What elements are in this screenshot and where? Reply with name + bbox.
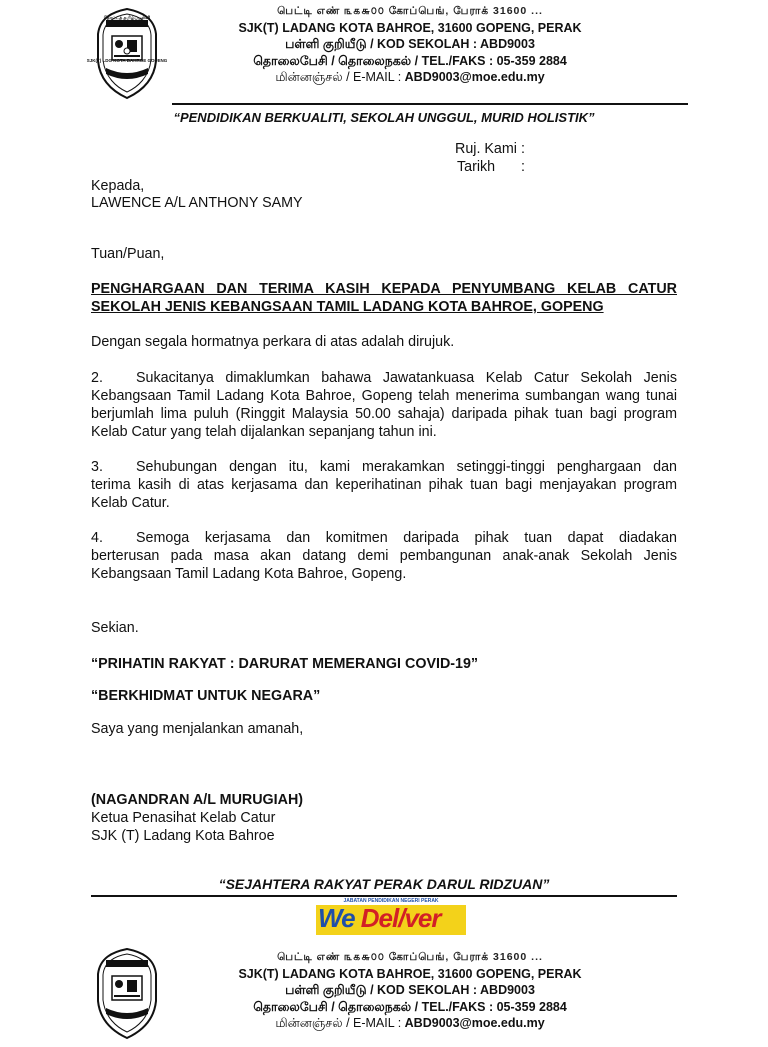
paragraph-number: 3. bbox=[91, 459, 103, 475]
paragraph-first-line: Semoga kerjasama dan komitmen daripada pihak tuan dapat diadakan bbox=[136, 530, 677, 546]
email-label: மின்னஞ்சல் / E-MAIL : bbox=[275, 1016, 405, 1030]
school-code-line: பள்ளி குறியீடு / KOD SEKOLAH : ABD9003 bbox=[285, 983, 535, 997]
subject-line-2: SEKOLAH JENIS KEBANGSAAN TAMIL LADANG KOTA BAHROE, GOPENG bbox=[91, 299, 604, 315]
school-motto: “PENDIDIKAN BERKUALITI, SEKOLAH UNGGUL, MURID HOLISTIK” bbox=[173, 110, 595, 125]
school-code-line: பள்ளி குறியீடு / KOD SEKOLAH : ABD9003 bbox=[285, 37, 535, 51]
logo-caption-top: தோட்டத் தமிழ்ப்பள்ளி bbox=[103, 15, 151, 20]
date-label: Tarikh bbox=[457, 159, 496, 175]
footer-rule bbox=[91, 895, 677, 897]
slogan-covid: “PRIHATIN RAKYAT : DARURAT MEMERANGI COVID-19” bbox=[91, 656, 479, 672]
reference-label: Ruj. Kami : bbox=[455, 141, 525, 157]
badge-wordmark bbox=[318, 903, 441, 934]
recipient-label: Kepada, bbox=[91, 178, 145, 194]
letterhead-text bbox=[180, 3, 640, 86]
signatory-organisation: SJK (T) Ladang Kota Bahroe bbox=[91, 828, 275, 844]
email-address: ABD9003@moe.edu.my bbox=[404, 1016, 545, 1030]
email-line bbox=[180, 69, 640, 86]
recipient-name: LAWENCE A/L ANTHONY SAMY bbox=[91, 195, 303, 211]
school-address-line: SJK(T) LADANG KOTA BAHROE, 31600 GOPENG, PERAK bbox=[238, 20, 582, 35]
paragraph-first-line: Sehubungan dengan itu, kami merakamkan setinggi-tinggi penghargaan dan bbox=[136, 459, 677, 475]
email-address: ABD9003@moe.edu.my bbox=[404, 70, 545, 84]
school-crest-logo-bottom bbox=[92, 946, 162, 1042]
email-label: மின்னஞ்சல் / E-MAIL : bbox=[275, 70, 405, 84]
trust-line: Saya yang menjalankan amanah, bbox=[91, 721, 304, 737]
badge-we: We bbox=[318, 903, 355, 933]
paragraph-3 bbox=[91, 458, 677, 512]
footer-motto: “SEJAHTERA RAKYAT PERAK DARUL RIDZUAN” bbox=[218, 876, 550, 892]
date-colon: : bbox=[521, 159, 525, 175]
we-deliver-badge bbox=[316, 898, 466, 938]
paragraph-body: berterusan pada masa akan datang demi pembangunan anak-anak Sekolah Jenis Kebangsaan Tamil Ladang Kota Bahroe, Gopeng. bbox=[91, 548, 677, 582]
header-rule bbox=[172, 103, 688, 105]
paragraph-4 bbox=[91, 529, 677, 583]
badge-caption: JABATAN PENDIDIKAN NEGERI PERAK bbox=[343, 898, 439, 904]
salutation: Tuan/Puan, bbox=[91, 246, 165, 262]
paragraph-body: Kebangsaan Tamil Ladang Kota Bahroe, Gopeng telah menerima sumbangan wang tunai berjumlah lima puluh (Ringgit Malaysia 50.00 sahaja) daripada pihak tuan bagi program Kelab Catur yang telah dijalankan sepanjang tahun ini. bbox=[91, 388, 677, 440]
paragraph-number: 4. bbox=[91, 530, 103, 546]
badge-deliver: Del/ver bbox=[360, 903, 441, 933]
intro-paragraph: Dengan segala hormatnya perkara di atas adalah dirujuk. bbox=[91, 334, 455, 350]
logo-caption: SJK(T) LDG KOTA BAHROE GOPENG bbox=[86, 58, 168, 63]
slogan-berkhidmat: “BERKHIDMAT UNTUK NEGARA” bbox=[91, 688, 321, 704]
paragraph-first-line: Sukacitanya dimaklumkan bahawa Jawatankuasa Kelab Catur Sekolah Jenis bbox=[136, 370, 677, 386]
paragraph-body: terima kasih di atas kerjasama dan keperihatinan pihak tuan bagi menjayakan program Kelab Catur. bbox=[91, 477, 677, 511]
paragraph-2 bbox=[91, 369, 677, 441]
paragraph-number: 2. bbox=[91, 370, 103, 386]
address-tamil-line: பெட்டி எண் ௩௧௬௦௦ கோப்பெங், பேராக் 31600 ... bbox=[277, 951, 543, 963]
signatory-name: (NAGANDRAN A/L MURUGIAH) bbox=[91, 792, 304, 808]
email-line bbox=[180, 1015, 640, 1032]
address-tamil-line: பெட்டி எண் ௩௧௬௦௦ கோப்பெங், பேராக் 31600 ... bbox=[277, 5, 543, 17]
subject-line-1: PENGHARGAAN DAN TERIMA KASIH KEPADA PENYUMBANG KELAB CATUR bbox=[91, 281, 677, 297]
closing: Sekian. bbox=[91, 620, 139, 636]
telephone-line: தொலைபேசி / தொலைநகல் / TEL./FAKS : 05-359 2884 bbox=[253, 999, 567, 1014]
letterhead-text-bottom bbox=[180, 949, 640, 1032]
signatory-title: Ketua Penasihat Kelab Catur bbox=[91, 810, 276, 826]
telephone-line: தொலைபேசி / தொலைநகல் / TEL./FAKS : 05-359 2884 bbox=[253, 53, 567, 68]
school-address-line: SJK(T) LADANG KOTA BAHROE, 31600 GOPENG, PERAK bbox=[238, 966, 582, 981]
